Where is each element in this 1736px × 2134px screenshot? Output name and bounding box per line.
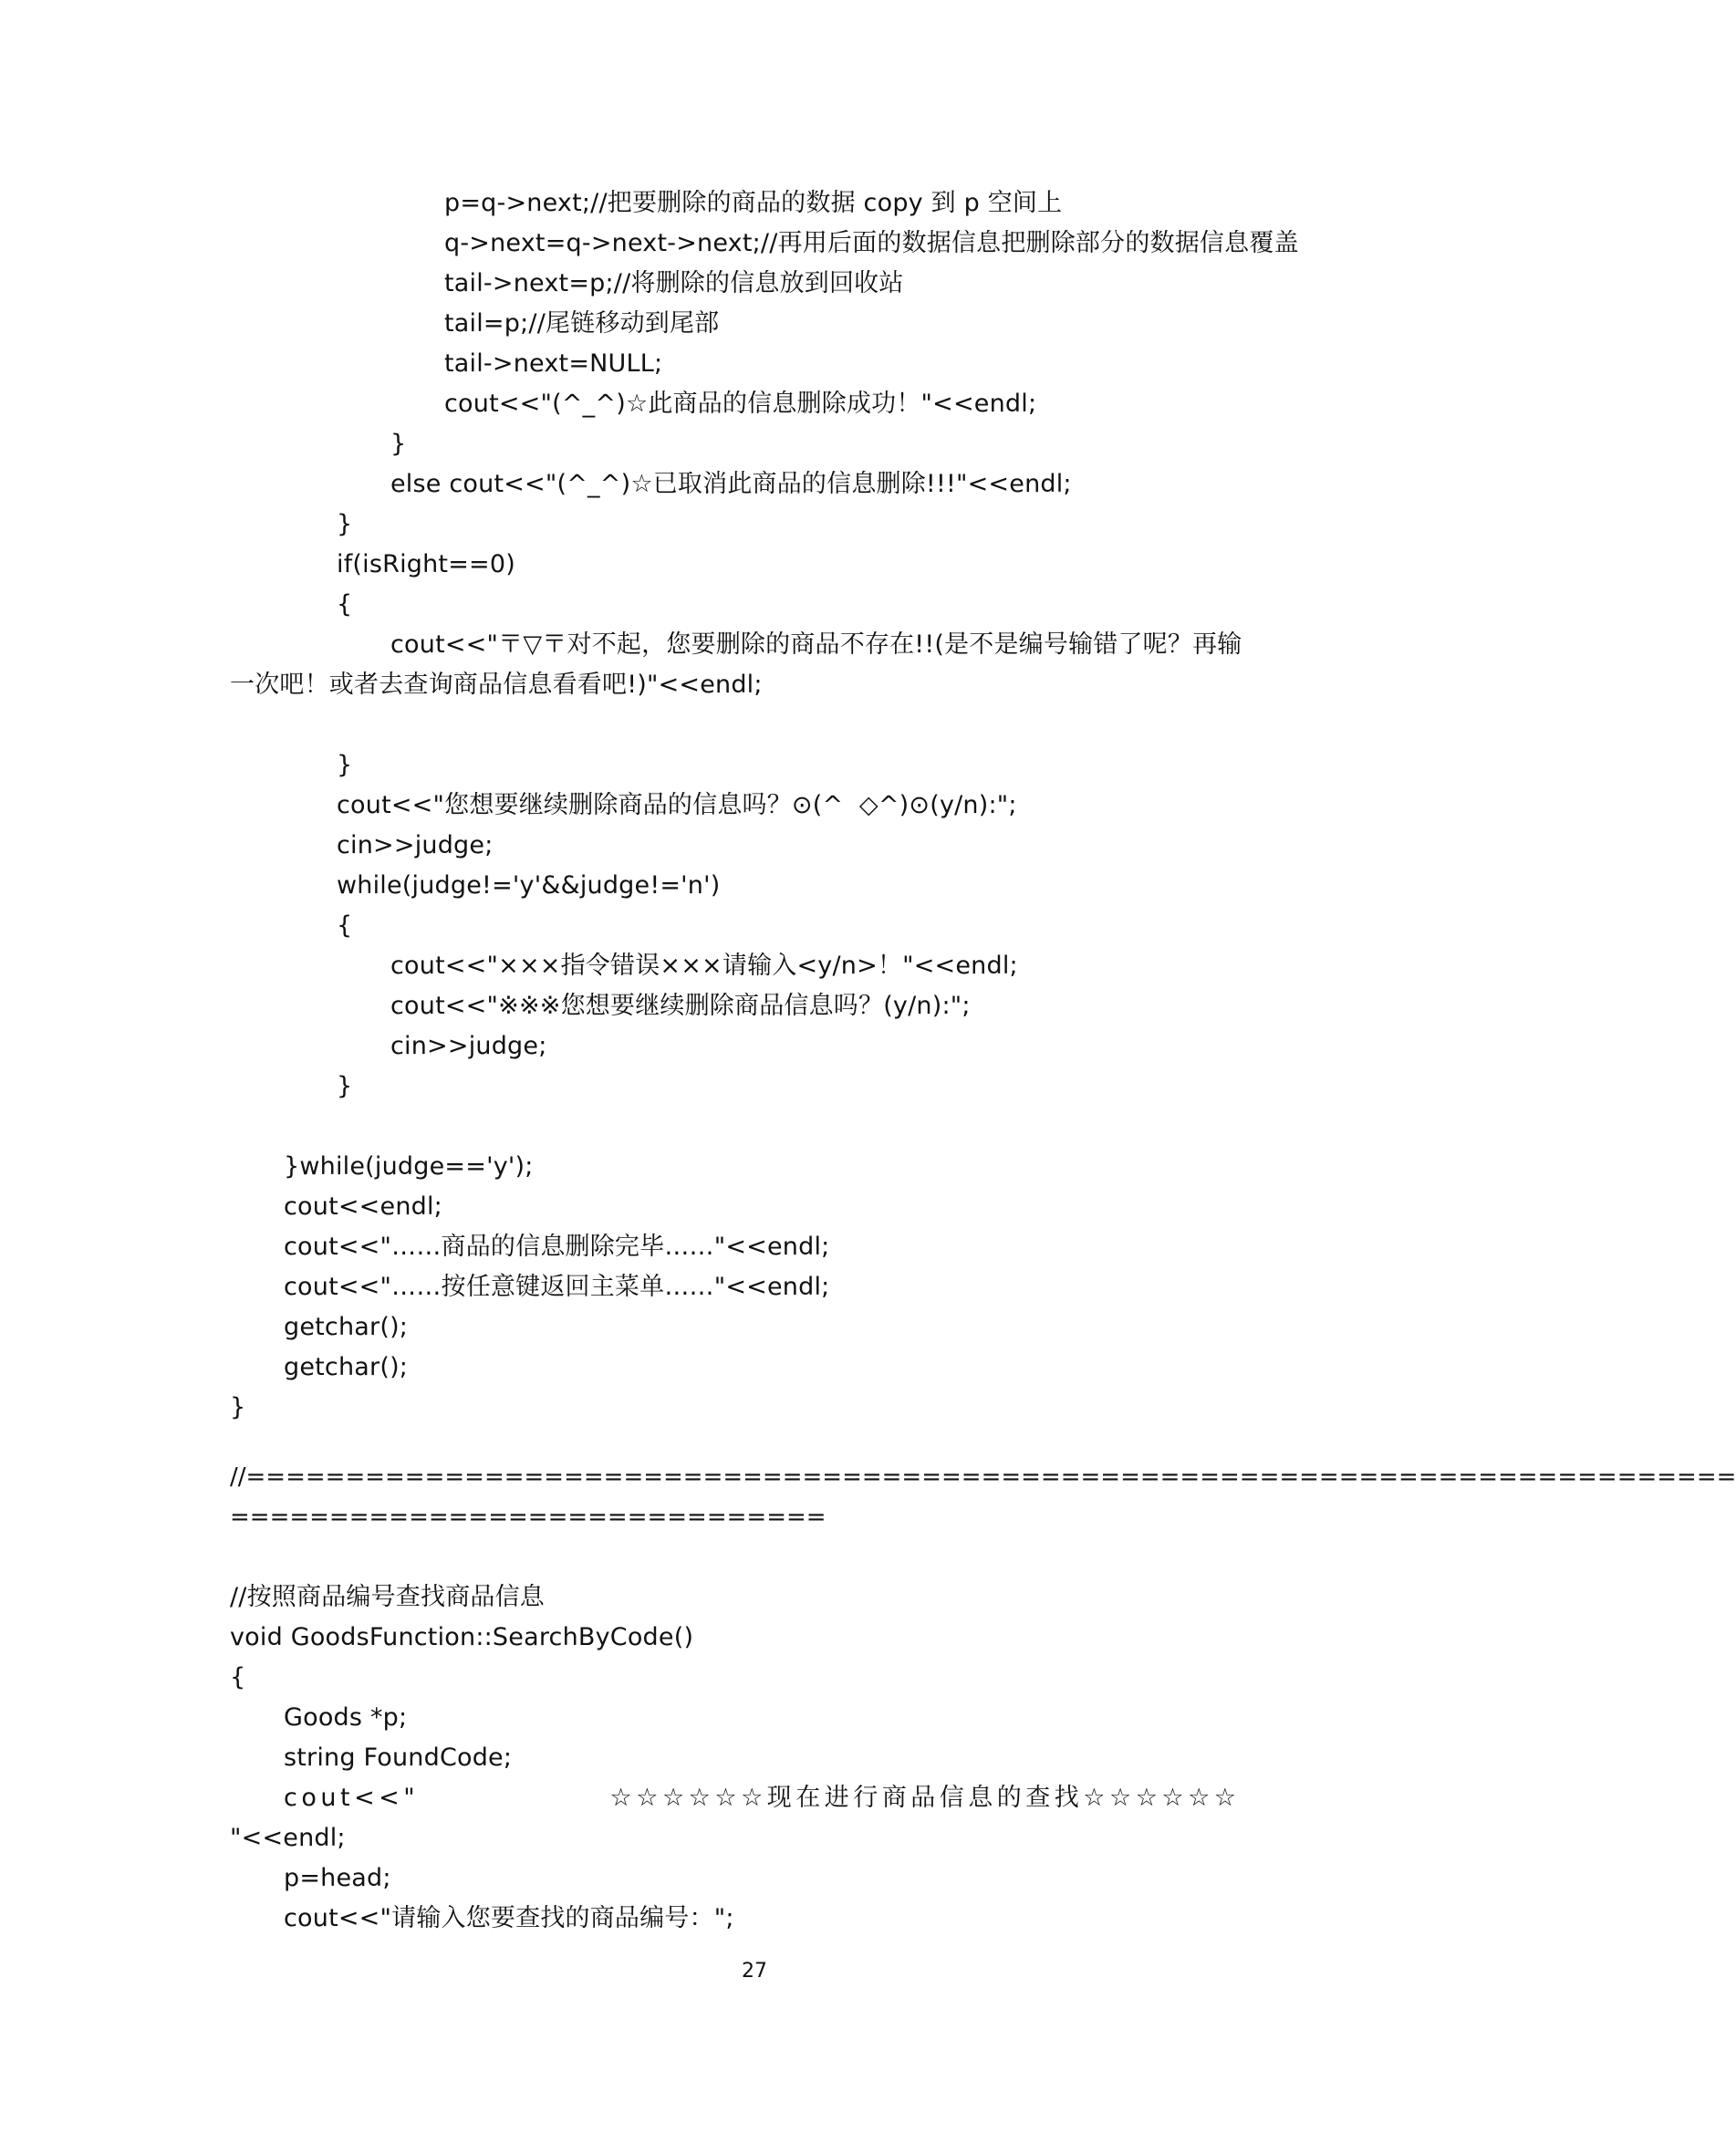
comment-line: //按照商品编号查找商品信息 [230, 1583, 545, 1611]
code-line: { [337, 590, 353, 619]
code-line: void GoodsFunction::SearchByCode() [230, 1623, 694, 1651]
code-line: cout<<" ☆☆☆☆☆☆现在进行商品信息的查找☆☆☆☆☆☆ [284, 1784, 1241, 1812]
code-line: if(isRight==0) [337, 550, 515, 578]
code-line: string FoundCode; [284, 1744, 513, 1772]
code-line: }while(judge=='y'); [284, 1152, 534, 1181]
code-line: cout<<"(^_^)☆此商品的信息删除成功！"<<endl; [444, 390, 1037, 418]
code-line: p=q->next;//把要删除的商品的数据 copy 到 p 空间上 [444, 189, 1063, 217]
code-line: getchar(); [284, 1313, 409, 1341]
code-line: } [337, 510, 353, 538]
separator-line: ============================== [230, 1504, 826, 1531]
code-line: { [337, 911, 353, 940]
code-line: cin>>judge; [337, 831, 494, 859]
code-line: while(judge!='y'&&judge!='n') [337, 871, 721, 900]
code-line: cout<<"〒▽〒对不起，您要删除的商品不存在!!(是不是编号输错了呢？再输 [390, 630, 1242, 659]
code-line: } [230, 1393, 246, 1421]
code-line: cin>>judge; [390, 1032, 547, 1060]
code-line: q->next=q->next->next;//再用后面的数据信息把删除部分的数据信息覆盖 [444, 229, 1299, 257]
code-line: cout<<"您想要继续删除商品的信息吗？⊙(^ ◇^)⊙(y/n):"; [337, 791, 1017, 819]
code-line: { [230, 1663, 246, 1692]
code-line: tail->next=p;//将删除的信息放到回收站 [444, 269, 904, 297]
code-line: cout<<"※※※您想要继续删除商品信息吗？(y/n):"; [390, 992, 971, 1020]
code-line: cout<<"请输入您要查找的商品编号："; [284, 1904, 734, 1932]
code-line: p=head; [284, 1864, 391, 1892]
page-number: 27 [742, 1960, 767, 1983]
code-line: cout<<"×××指令错误×××请输入<y/n>！"<<endl; [390, 952, 1018, 980]
code-line: 一次吧！或者去查询商品信息看看吧!)"<<endl; [230, 671, 763, 699]
code-line: tail->next=NULL; [444, 349, 663, 378]
code-line: getchar(); [284, 1353, 409, 1381]
code-line: cout<<endl; [284, 1192, 442, 1221]
code-line: else cout<<"(^_^)☆已取消此商品的信息删除!!!"<<endl; [390, 470, 1072, 498]
separator-line: //=========================================================================== [230, 1463, 1736, 1491]
code-line: "<<endl; [230, 1824, 346, 1852]
code-line: cout<<"……商品的信息删除完毕……"<<endl; [284, 1233, 830, 1261]
code-line: tail=p;//尾链移动到尾部 [444, 309, 720, 338]
code-line: } [337, 1072, 353, 1100]
code-line: cout<<"……按任意键返回主菜单……"<<endl; [284, 1273, 830, 1301]
code-line: Goods *p; [284, 1703, 408, 1732]
code-line: } [390, 430, 407, 458]
code-line: } [337, 751, 353, 779]
